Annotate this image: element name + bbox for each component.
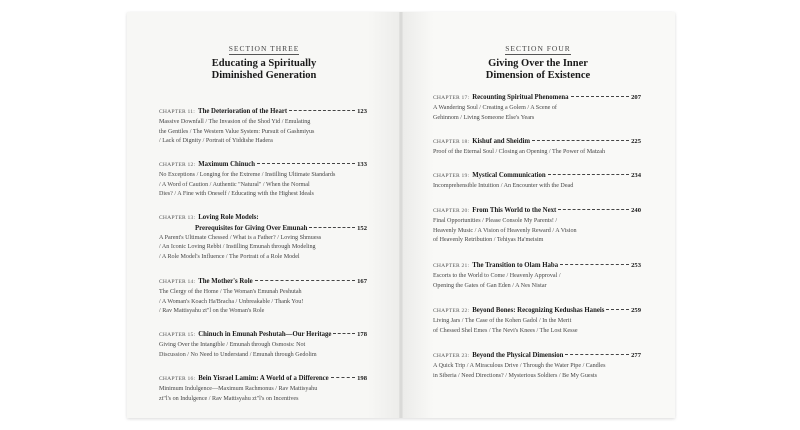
toc-entry[interactable]: CHAPTER 16: Bein Yisrael Lamim: A World of a Difference 198 Minimum Indulgence—Maximum Rachmonus / Rav Mattisyahu zt"l's on Indulgence / Rav Mattisyahu zt"l's on Incentives xyxy=(159,375,367,402)
toc-entry[interactable]: CHAPTER 13: Loving Role Models: Prerequisites for Giving Over Emunah 152 A Parent's Ultimate Chessed / What is a Father? / Loving Shmuess / An Iconic Loving Rebbi / Instilling Emunah through Modeling / A Role Model's Influence / The Portrait of a Role Model xyxy=(159,214,367,261)
toc-entry[interactable]: CHAPTER 12: Maximum Chinuch 133 No Exceptions / Longing for the Extreme / Instilling Ultimate Standards / A Word of Caution / Authentic "Natural" / When the Normal Dies? / A Fine with Oneself / Educating with the Highest Ideals xyxy=(159,161,367,198)
section-label: SECTION THREE xyxy=(228,44,300,53)
toc-entry[interactable]: CHAPTER 18: Kishuf and Sheidim 225 Proof of the Eternal Soul / Closing an Opening / The Power of Matzah xyxy=(433,138,641,155)
toc-entry[interactable]: CHAPTER 21: The Transition to Olam Haba 253 Escorts to the World to Come / Heavenly Approval / Opening the Gates of Gan Eden / A Nes Nistar xyxy=(433,262,641,289)
toc-entry[interactable]: CHAPTER 17: Recounting Spiritual Phenomena 207 A Wandering Soul / Creating a Golem / A Scene of Gehinnom / Living Someone Else's Years xyxy=(433,94,641,121)
toc-entry[interactable]: CHAPTER 14: The Mother's Role 167 The Clergy of the Home / The Woman's Emunah Peshutah / A Woman's Koach Ha'Bracha / Unbreakable / Thank You! / Rav Mattisyahu zt"l on the Woman's Role xyxy=(159,278,367,315)
toc-entry[interactable]: CHAPTER 22: Beyond Bones: Recognizing Kedushas Haneis 259 Living Jars / The Case of the Kohen Gadol / In the Merit of Chessed Shel Emes / The Nevi's Knees / The Lost Kesse xyxy=(433,307,641,334)
right-page xyxy=(401,12,675,418)
section-label: SECTION FOUR xyxy=(505,44,571,53)
toc-entry[interactable]: CHAPTER 20: From This World to the Next 240 Final Opportunities / Please Console My Parents! / Heavenly Music / A Vision of Heavenly Reward / A Vision of Heavenly Retribution / Tehiyas Ha'meisim xyxy=(433,207,641,244)
book-gutter xyxy=(399,12,403,418)
toc-entry[interactable]: CHAPTER 15: Chinuch in Emunah Peshutah—Our Heritage 178 Giving Over the Intangible / Emunah through Osmosis: Not Discussion / No Need to Understand / Emunah through Gedolim xyxy=(159,331,367,358)
section-title: Educating a Spiritually Diminished Generation xyxy=(211,58,317,81)
toc-entry[interactable]: CHAPTER 23: Beyond the Physical Dimension 277 A Quick Trip / A Miraculous Drive / Through the Water Pipe / Candles in Siberia / Need Directions? / Mysterious Soldiers / Be My Guests xyxy=(433,352,641,379)
section-title: Giving Over the Inner Dimension of Existence xyxy=(485,58,591,81)
left-page xyxy=(127,12,401,418)
toc-entry[interactable]: CHAPTER 11: The Deterioration of the Heart 123 Massive Downfall / The Invasion of the Shod Yid / Emulating the Gentiles / The Western Value System: Pursuit of Gashmiyus / Lack of Dignity / Portrait of Yiddishe Hadera xyxy=(159,108,367,145)
toc-entry[interactable]: CHAPTER 19: Mystical Communication 234 Incomprehensible Intuition / An Encounter with the Dead xyxy=(433,172,641,189)
book-spread xyxy=(127,12,675,418)
